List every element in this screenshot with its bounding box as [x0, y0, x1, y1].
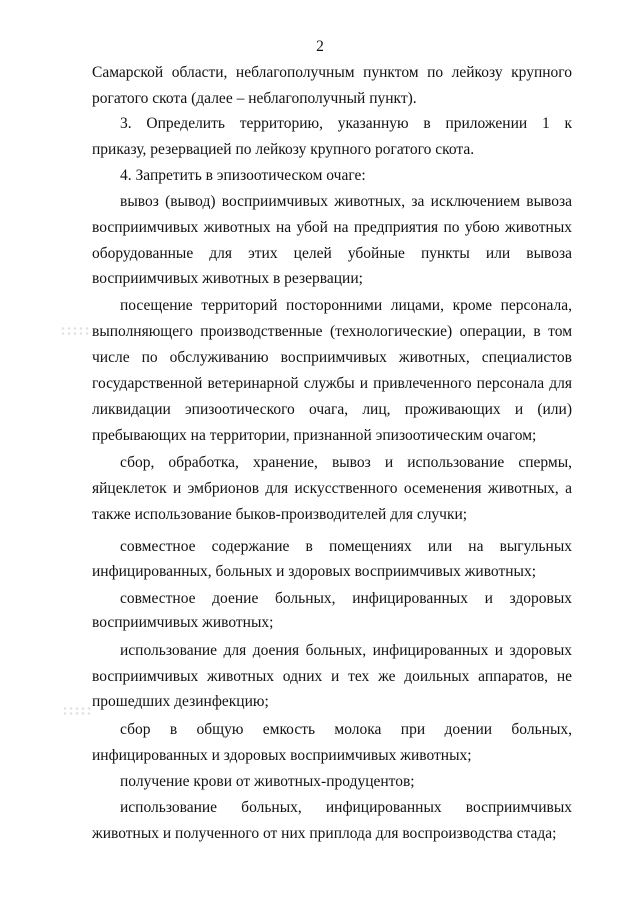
text-line: инфицированных и здоровых восприимчивых животных; [92, 747, 472, 764]
text-line: числе по обслуживанию восприимчивых животных, специалистов [92, 349, 572, 366]
text-line: рогатого скота (далее – неблагополучный пункт). [92, 90, 417, 107]
text-line: восприимчивых животных одних и тех же доильных аппаратов, не [92, 668, 572, 685]
text-line: также использование быков-производителей для случки; [92, 506, 468, 523]
text-line: вывоз (вывод) восприимчивых животных, за исключением вывоза [120, 193, 572, 210]
text-line: 4. Запретить в эпизоотическом очаге: [120, 167, 366, 184]
scan-noise [60, 326, 90, 336]
scan-noise [62, 706, 92, 716]
text-line: выполняющего производственные (технологические) операции, в том [92, 323, 572, 340]
text-line: восприимчивых животных в резервации; [92, 270, 363, 287]
text-line: инфицированных, больных и здоровых восприимчивых животных; [92, 563, 537, 580]
text-line: яйцеклеток и эмбрионов для искусственного осеменения животных, а [92, 480, 572, 497]
text-line: животных и полученного от них приплода для воспроизводства стада; [92, 825, 557, 842]
text-line: восприимчивых животных; [92, 614, 274, 631]
text-line: восприимчивых животных на убой на предприятия по убою животных [92, 219, 572, 236]
text-line: оборудованные для этих целей убойные пункты или вывоза [92, 245, 572, 262]
text-line: использование больных, инфицированных восприимчивых [120, 799, 572, 816]
text-line: сбор, обработка, хранение, вывоз и использование спермы, [120, 454, 572, 471]
text-line: совместное содержание в помещениях или на выгульных [120, 538, 572, 555]
text-line: государственной ветеринарной службы и привлеченного персонала для [92, 375, 572, 392]
text-line: прошедших дезинфекцию; [92, 693, 269, 710]
text-line: совместное доение больных, инфицированных и здоровых [120, 590, 572, 607]
text-line: ликвидации эпизоотического очага, лиц, проживающих и (или) [92, 401, 572, 418]
text-line: приказу, резервацией по лейкозу крупного рогатого скота. [92, 141, 475, 158]
page-number: 2 [316, 38, 324, 55]
text-line: сбор в общую емкость молока при доении больных, [120, 721, 572, 738]
text-line: посещение территорий посторонними лицами, кроме персонала, [120, 297, 572, 314]
text-line: получение крови от животных-продуцентов; [120, 773, 415, 790]
text-line: пребывающих на территории, признанной эпизоотическим очагом; [92, 427, 537, 444]
text-line: 3. Определить территорию, указанную в приложении 1 к [120, 115, 572, 132]
text-line: использование для доения больных, инфицированных и здоровых [120, 642, 572, 659]
text-line: Самарской области, неблагополучным пунктом по лейкозу крупного [92, 64, 572, 81]
